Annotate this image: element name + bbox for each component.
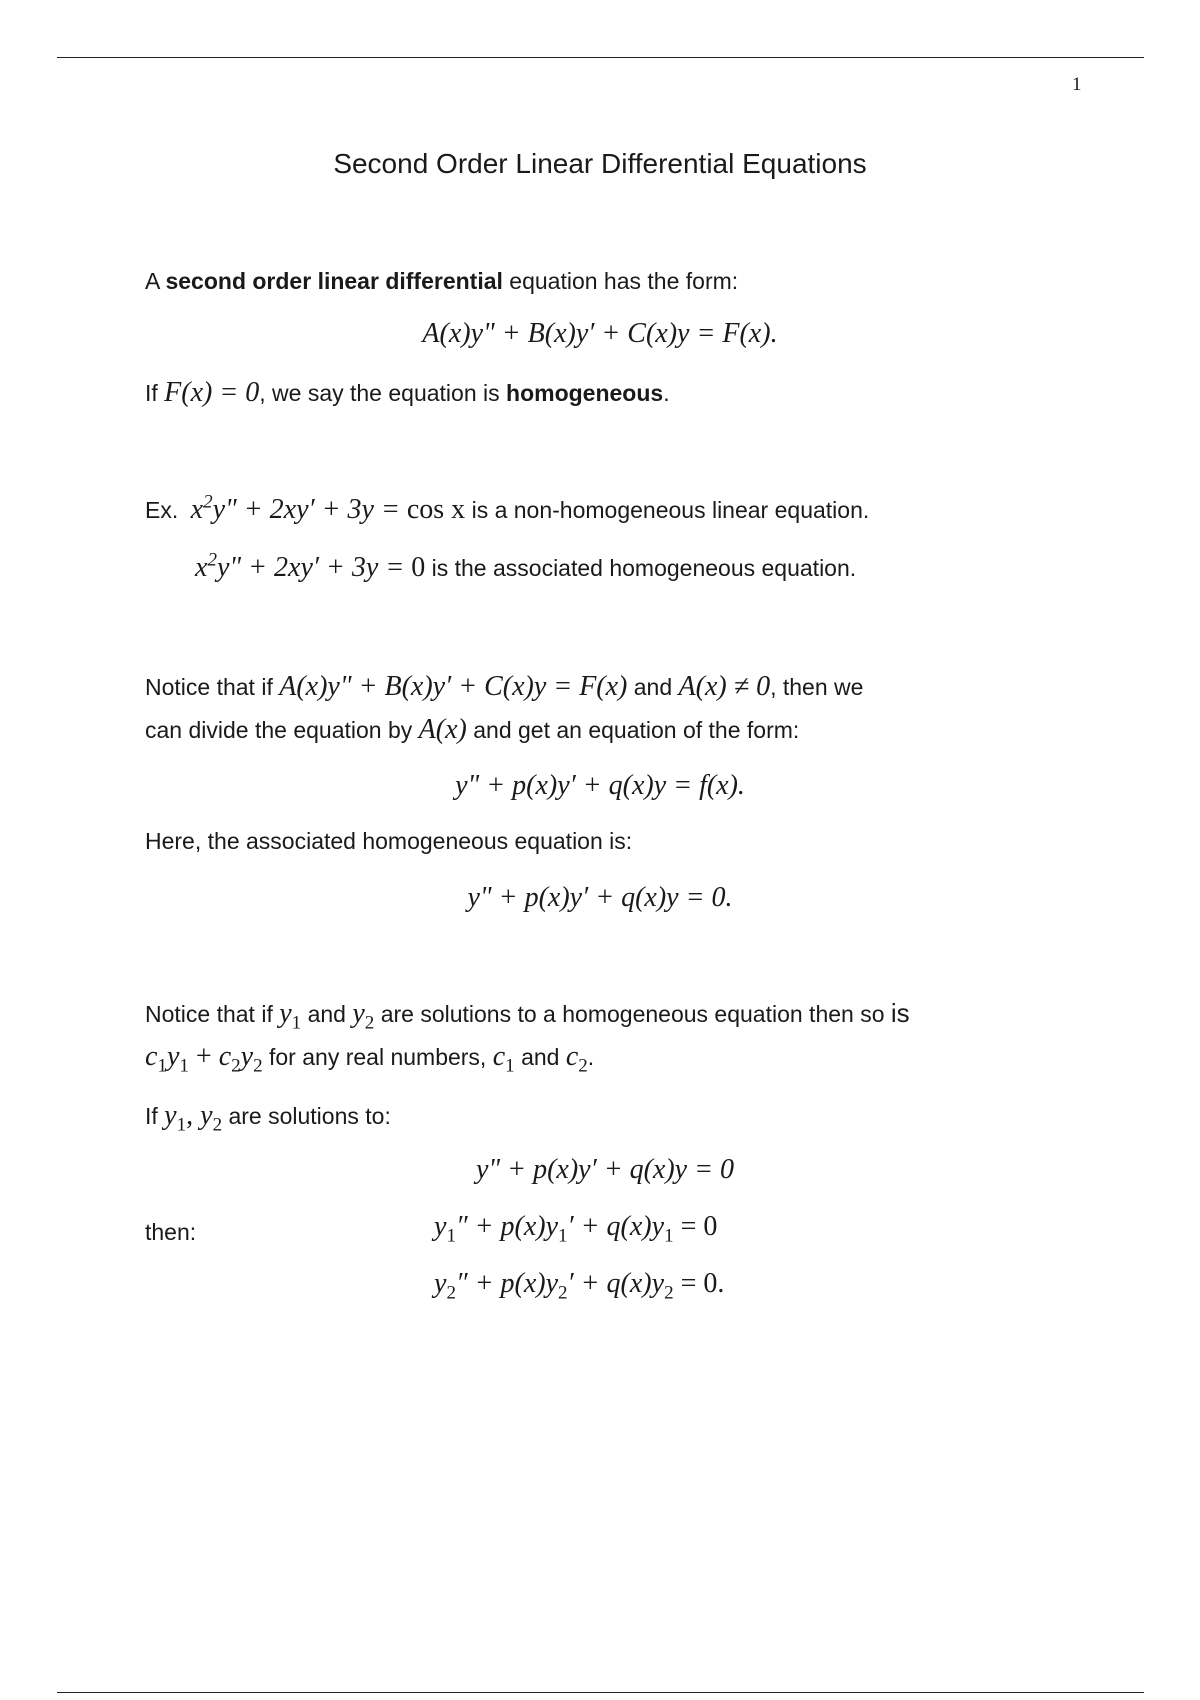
- notice-divide-line-1: [145, 672, 863, 702]
- system-equation-1: [476, 1154, 734, 1186]
- general-equation-text: A(x)y" + B(x)y′ + C(x)y = F(x).: [422, 318, 778, 349]
- notice2-line2-and: and: [521, 1044, 560, 1070]
- notice1-line2-math: A(x): [418, 714, 467, 745]
- homog-condition-math: F(x) = 0: [164, 377, 260, 408]
- intro-suffix: equation has the form:: [509, 268, 739, 294]
- if-solutions-line: If $y_1$, $y_2$ are solutions to:: [145, 1100, 391, 1136]
- example-line-1: [145, 491, 870, 525]
- example-eq1-rhs: cos x: [406, 494, 466, 525]
- example-eq2: $x^2y$" + 2xy′ + 3y = 0: [195, 549, 426, 583]
- top-rule: [57, 57, 1144, 58]
- bottom-rule: [57, 1692, 1144, 1693]
- notice-superposition-line-1: Notice that if $y_1$ and $y_2$ are solutions to a homogeneous equation then so is: [145, 998, 910, 1034]
- notice2-line2-text: for any real numbers,: [269, 1044, 487, 1070]
- notice2-is: is: [890, 998, 910, 1028]
- page-number: 1: [1072, 74, 1082, 95]
- standard-form-text: y" + p(x)y′ + q(x)y = f(x).: [455, 770, 745, 801]
- intro-prefix: A: [145, 268, 160, 294]
- standard-homogeneous-equation: [0, 882, 1200, 914]
- notice1-condition: A(x) ≠ 0: [678, 671, 771, 702]
- notice1-line2-prefix: can divide the equation by: [145, 717, 413, 743]
- intro-bold-term: second order linear differential: [165, 268, 503, 294]
- notice2-suffix: are solutions to a homogeneous equation then so: [380, 1001, 885, 1027]
- example-label: Ex.: [145, 497, 179, 523]
- system-equation-3: $y_2'' + p(x)y_2' + q(x)y_2 = 0$.: [434, 1268, 725, 1304]
- if-suffix: are solutions to:: [228, 1103, 391, 1129]
- here-sentence: Here, the associated homogeneous equation is:: [145, 828, 633, 854]
- then-label: then:: [145, 1219, 197, 1245]
- homog-end: .: [663, 380, 670, 406]
- homog-prefix: If: [145, 380, 158, 406]
- notice1-line2-suffix: and get an equation of the form:: [473, 717, 800, 743]
- example-eq1-text: is a non-homogeneous linear equation.: [471, 497, 870, 523]
- notice2-prefix: Notice that if: [145, 1001, 273, 1027]
- notice1-and: and: [633, 674, 673, 700]
- example-line-2: [195, 549, 857, 583]
- standard-homogeneous-text: y" + p(x)y′ + q(x)y = 0.: [467, 882, 733, 913]
- notice-divide-line-2: [145, 715, 799, 745]
- intro-sentence: [145, 266, 738, 296]
- system-equation-1-text: y" + p(x)y′ + q(x)y = 0: [476, 1154, 735, 1185]
- standard-form-equation: [0, 770, 1200, 802]
- notice2-end: .: [587, 1044, 595, 1070]
- if-prefix: If: [145, 1103, 158, 1129]
- notice2-and: and: [307, 1001, 346, 1027]
- homog-middle: , we say the equation is: [259, 380, 500, 406]
- example-eq2-text: is the associated homogeneous equation.: [431, 555, 857, 581]
- example-eq1: $x^2y$" + 2xy′ + 3y = cos x: [190, 491, 466, 525]
- homog-bold-term: homogeneous: [506, 380, 664, 406]
- page-title: Second Order Linear Differential Equations: [333, 148, 867, 179]
- homogeneous-definition: [145, 378, 670, 408]
- example-eq2-rhs: 0: [411, 552, 426, 583]
- general-equation: [0, 318, 1200, 350]
- notice1-eq: A(x)y" + B(x)y′ + C(x)y = F(x): [279, 671, 628, 702]
- notice-superposition-line-2: $c_1y_1 + c_2y_2$ for any real numbers, $c_1$ and $c_2$.: [145, 1041, 595, 1077]
- system-equation-2: $y_1'' + p(x)y_1' + q(x)y_1 = 0$: [434, 1211, 718, 1247]
- notice1-prefix: Notice that if: [145, 674, 273, 700]
- notice1-then: , then we: [770, 674, 864, 700]
